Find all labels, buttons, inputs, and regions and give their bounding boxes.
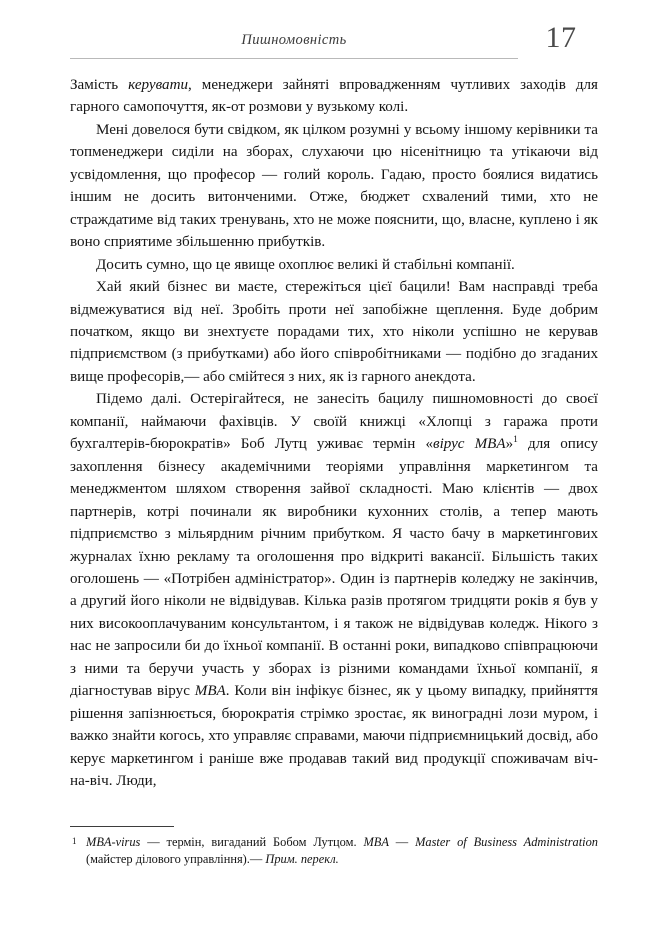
paragraph: [70, 254, 598, 276]
italic-run: керувати: [128, 77, 189, 93]
text-run: Підемо далі. Остерігайтеся, не занесіть бацилу пишномовності до своєї компанії, наймаючи фахівців. У своїй книжці «Хлопці з гаража проти бухгалтерів-бюрократів» Боб Лутц уживає термін «: [70, 391, 598, 453]
text-run: для опису захоплення бізнесу академічними теоріями управління маркетингом та менеджментом шляхом створення зайвої складності. Маю клієнтів — двох партнерів, котрі починали як виробники кухонних столів, а тепер мають підприємство з мільярдним річним прибутком. Я часто бачу в маркетингових журналах їхню рекламу та оголошення про відкриті вакансії. Більшість таких оголошень — «Потрібен адміністратор». Один із партнерів коледжу не закінчив, а другий його ніколи не відвідував. Кілька разів протягом тридцяти років я був у них високооплачуваним консультантом, і я також не відвідував коледж. Нікого з нас не запросили би до їхньої компанії. В останні роки, випадково співпрацюючи з ними та беручи участь у зборах із різними командами їхньої компанії, я діагностував вірус: [70, 436, 599, 700]
italic-run: MBA: [363, 835, 389, 849]
text-run: (майстер ділового управління).—: [86, 852, 266, 867]
paragraph: [70, 388, 598, 792]
text-run: , менеджери зайняті впровадженням чутливих заходів для гарного самопочуття, як-от розмови у вузькому колі.: [70, 77, 598, 116]
page-number: 17: [545, 21, 577, 54]
paragraph: [70, 276, 598, 388]
paragraph-list: [70, 74, 598, 793]
footnote-reference: 1: [513, 435, 518, 446]
italic-run: вірус MBA: [433, 436, 506, 453]
text-run: —: [388, 835, 416, 849]
paragraph: [70, 74, 598, 119]
text-run: . Коли він інфікує бізнес, як у цьому випадку, прийняття рішення запізнюється, бюрократія стрімко зростає, як виноградні лози муром, і важко знайти когось, хто управляє справами, маючи підприємницький досвід, або керує маркетингом і раніше вже продавав такий вид продукції споживачам віч-на-віч. Люди,: [70, 683, 598, 790]
text-run: Мені довелося бути свідком, як цілком розумні у всьому іншому керівники та топменеджери сиділи на зборах, слухаючи цю нісенітницю та утікаючи від усвідомлення, що професор — голий король. Гадаю, просто боялися видатись іншим не досить витонченими. Отже, бюджет схвалений тими, хто не страждатиме від таких тренувань, хто не може пояснити, що, власне, куплено і як воно сприятиме збільшенню прибутків.: [70, 121, 598, 251]
text-run: Замість: [70, 77, 129, 93]
italic-run: MBA-virus: [86, 835, 141, 849]
italic-run: Прим. перекл.: [265, 852, 339, 867]
italic-run: Master of Business Administration: [415, 835, 598, 849]
text-run: — термін, вигаданий Бобом Лутцом.: [140, 835, 364, 849]
footnote-runs: [86, 835, 598, 866]
text-run: Досить сумно, що це явище охоплює великі й стабільні компанії.: [96, 256, 515, 273]
footnote-text: [70, 834, 598, 869]
text-run: Хай який бізнес ви маєте, стережіться цієї бацили! Вам насправді треба відмежуватися від неї. Зробіть проти неї запобіжне щеплення. Буде добрим початком, якщо ви знехтуєте порадами тих, хто ніколи успішно не керував підприємством (з прибутками) або його співробітниками — подібно до згаданих вище професорів,— або смійтеся з них, як із гарного анекдота.: [70, 279, 598, 385]
footnote-block: [70, 826, 598, 869]
paragraph: [70, 119, 598, 254]
chapter-title: Пишномовність: [241, 32, 347, 48]
text-run: »: [505, 436, 514, 453]
footnote-marker: 1: [72, 836, 77, 846]
footnote-separator-rule: [70, 826, 174, 827]
body-text-block: [70, 74, 598, 793]
italic-run: MBA: [194, 683, 226, 700]
header-rule: [70, 58, 518, 59]
running-head: [70, 21, 596, 64]
